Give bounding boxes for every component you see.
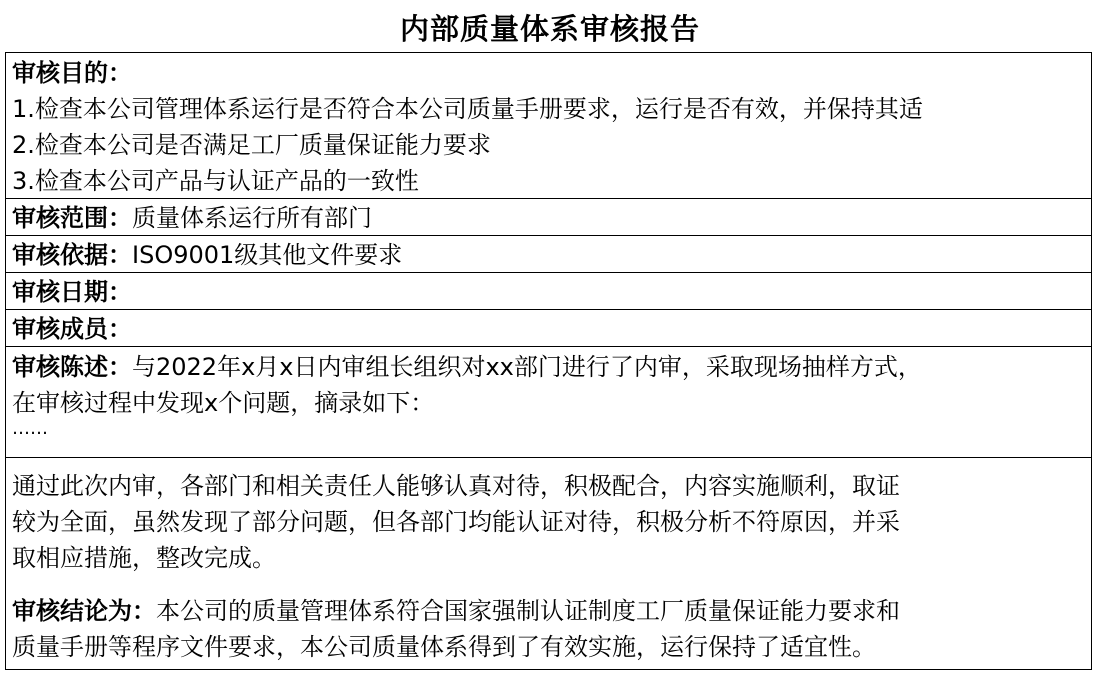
report-title: 内部质量体系审核报告 [399, 12, 700, 46]
divider [6, 309, 1091, 310]
summary-section [6, 468, 1091, 576]
purpose-item: 1.检查本公司管理体系运行是否符合本公司质量手册要求，运行是否有效，并保持其适 [12, 95, 923, 123]
summary-line: 通过此次内审，各部门和相关责任人能够认真对待，积极配合，内容实施顺利，取证 [12, 472, 900, 500]
date-label: 审核日期： [12, 278, 132, 306]
statement-label: 审核陈述： [12, 353, 132, 381]
members-row [6, 311, 1091, 347]
scope-label: 审核范围： [12, 204, 132, 232]
statement-text: 在审核过程中发现x个问题，摘录如下： [12, 389, 435, 417]
basis-row [6, 237, 1091, 273]
purpose-section [6, 55, 1091, 199]
scope-row [6, 200, 1091, 236]
conclusion-text: 本公司的质量管理体系符合国家强制认证制度工厂质量保证能力要求和 [156, 597, 900, 625]
divider [6, 346, 1091, 347]
basis-label: 审核依据： [12, 241, 132, 269]
purpose-item: 2.检查本公司是否满足工厂质量保证能力要求 [12, 131, 491, 159]
summary-line: 取相应措施，整改完成。 [12, 544, 276, 572]
purpose-item: 3.检查本公司产品与认证产品的一致性 [12, 167, 419, 195]
summary-line: 较为全面，虽然发现了部分问题，但各部门均能认证对待，积极分析不符原因，并采 [12, 508, 900, 536]
statement-ellipsis: …… [12, 418, 48, 439]
divider [6, 198, 1091, 199]
date-row [6, 274, 1091, 310]
divider [6, 235, 1091, 236]
conclusion-section [6, 593, 1091, 665]
statement-section [6, 349, 1091, 443]
conclusion-label: 审核结论为： [12, 597, 156, 625]
statement-text: 与2022年x月x日内审组长组织对xx部门进行了内审，采取现场抽样方式， [132, 353, 922, 381]
members-label: 审核成员： [12, 315, 132, 343]
divider [6, 272, 1091, 273]
basis-value: ISO9001级其他文件要求 [132, 241, 403, 269]
divider [6, 457, 1091, 458]
purpose-label: 审核目的： [12, 59, 132, 87]
conclusion-text: 质量手册等程序文件要求，本公司质量体系得到了有效实施，运行保持了适宜性。 [12, 633, 876, 661]
scope-value: 质量体系运行所有部门 [132, 204, 372, 232]
report-table [5, 52, 1092, 670]
